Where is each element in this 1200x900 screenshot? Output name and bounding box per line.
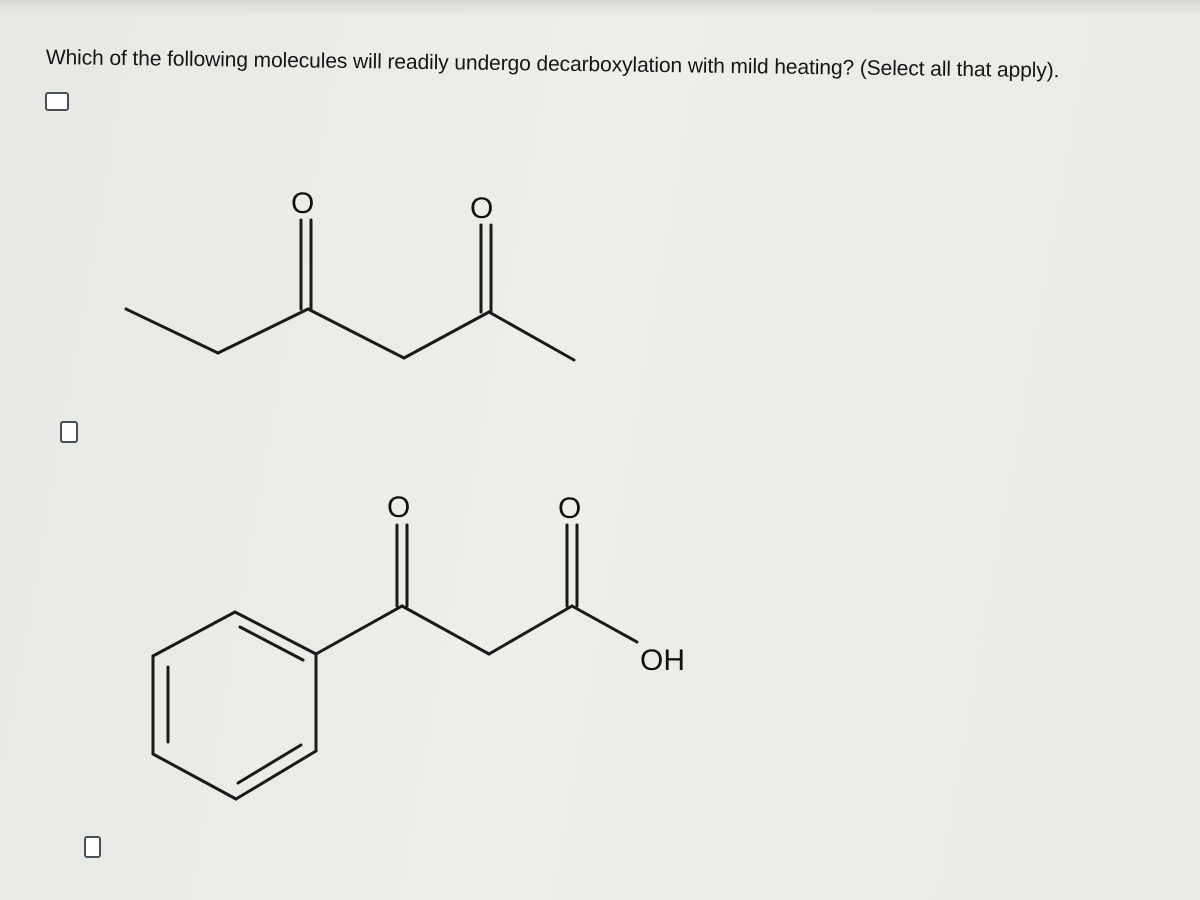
bond: [235, 612, 316, 654]
bond: [402, 606, 489, 654]
question-text: Which of the following molecules will readily undergo decarboxylation with mild heating? (Select all that apply).: [45, 46, 1060, 83]
bond: [218, 309, 308, 353]
hydroxyl-label: OH: [640, 644, 685, 677]
molecule-2-beta-keto-acid: [153, 491, 685, 799]
bond: [153, 612, 235, 656]
bond: [126, 309, 218, 353]
bond: [489, 606, 572, 654]
oxygen-label: O: [470, 192, 494, 225]
bond: [489, 312, 574, 360]
oxygen-label: O: [558, 492, 582, 525]
bond: [236, 751, 316, 799]
bond: [572, 606, 637, 642]
molecule-1-diketone: [126, 187, 574, 360]
bond: [316, 606, 402, 654]
bond: [153, 754, 236, 799]
oxygen-label: O: [291, 187, 315, 220]
bond: [404, 312, 489, 358]
bond: [308, 309, 404, 358]
oxygen-label: O: [387, 491, 411, 524]
